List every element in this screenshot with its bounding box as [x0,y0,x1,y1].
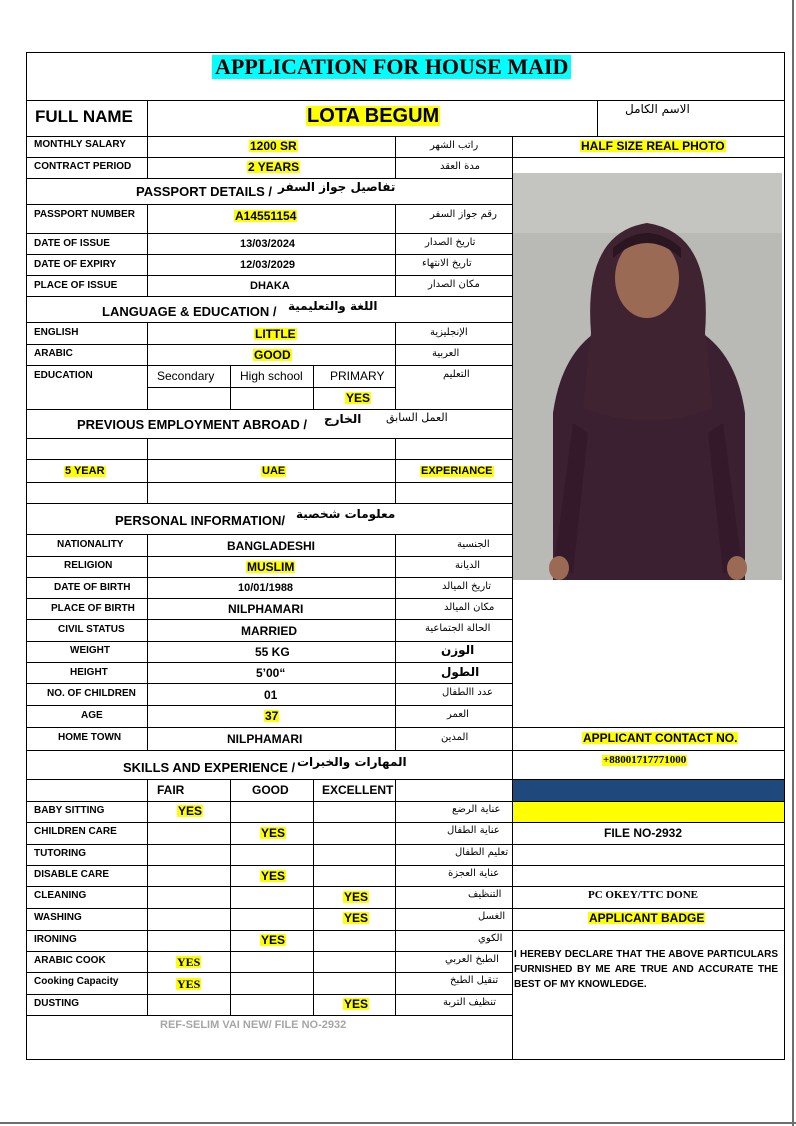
employment-years: 5 YEAR [65,465,105,477]
arabic-value: GOOD [254,348,291,362]
personal-value-5: 55 KG [255,645,290,659]
education-label-ar: التعليم [443,369,470,380]
english-label: ENGLISH [34,327,79,338]
skill-label-ar-4: التنظيف [468,889,502,900]
personal-label-2: DATE OF BIRTH [54,582,131,593]
arabic-label: ARABIC [34,348,73,359]
employment-heading-ar1: الخارج [324,412,362,426]
skill-label-ar-7: الطبخ العربي [445,954,499,965]
issue-place-value: DHAKA [250,280,290,292]
full-name-label: FULL NAME [35,107,133,126]
contact-label: APPLICANT CONTACT NO. [583,731,738,745]
personal-label-ar-1: الديانة [455,560,481,571]
expiry-date-label-ar: تاريخ الانتهاء [422,258,472,269]
contract-period-value: 2 YEARS [248,160,300,174]
personal-label-8: AGE [81,710,103,721]
form-title: APPLICATION FOR HOUSE MAID [212,55,571,79]
declaration-text: I HEREBY DECLARE THAT THE ABOVE PARTICULARS FURNISHED BY ME ARE TRUE AND ACCURATE THE BEST OF MY KNOWLEDGE. [514,949,778,990]
personal-value-2: 10/01/1988 [238,582,294,594]
skill-label-6: IRONING [34,934,77,945]
skill-level-fair: FAIR [157,783,185,797]
monthly-salary-label: MONTHLY SALARY [34,139,126,150]
skill-mark-1: YES [261,826,286,840]
personal-value-3: NILPHAMARI [228,602,304,616]
employment-status: EXPERIANCE [421,465,493,477]
expiry-date-value: 12/03/2029 [240,259,296,271]
passport-heading: PASSPORT DETAILS / [136,184,273,199]
skill-label-ar-8: تنقيل الطبخ [450,975,499,986]
issue-place-label-ar: مكان الصدار [428,279,480,290]
skill-mark-5: YES [344,911,369,925]
person-portrait-icon [513,173,782,580]
skills-heading: SKILLS AND EXPERIENCE / [123,760,296,775]
personal-label-9: HOME TOWN [58,732,122,743]
contract-period-label: CONTRACT PERIOD [34,161,132,172]
personal-value-4: MARRIED [241,624,297,638]
personal-label-ar-8: العمر [447,709,469,720]
expiry-date-label: DATE OF EXPIRY [34,259,117,270]
skill-mark-9: YES [344,997,369,1011]
personal-label-ar-9: المدين [441,732,469,743]
personal-value-1: MUSLIM [247,560,295,574]
personal-value-6: 5’00“ [256,666,286,680]
personal-heading-ar: معلومات شخصية [296,507,396,521]
pc-status: PC OKEY/TTC DONE [588,889,699,901]
passport-number-label: PASSPORT NUMBER [34,209,135,220]
personal-label-ar-6: الطول [441,665,480,679]
skill-label-2: TUTORING [34,848,87,859]
skill-level-good: GOOD [252,783,289,797]
skill-label-ar-9: تنظيف التربة [443,997,497,1008]
issue-date-value: 13/03/2024 [240,238,296,250]
skill-label-4: CLEANING [34,890,87,901]
applicant-photo [513,173,782,580]
skill-mark-0: YES [178,804,203,818]
skill-label-3: DISABLE CARE [34,869,110,880]
skill-label-ar-2: تعليم الطفال [455,847,509,858]
personal-label-ar-2: تاريخ الميالد [442,581,492,592]
skill-label-1: CHILDREN CARE [34,826,117,837]
monthly-salary-value: 1200 SR [250,139,297,153]
file-number: FILE NO-2932 [604,826,683,840]
applicant-badge: APPLICANT BADGE [589,911,705,925]
personal-label-1: RELIGION [64,560,113,571]
personal-label-ar-7: عدد االطفال [442,687,494,698]
full-name-value: LOTA BEGUM [307,105,440,127]
skill-mark-4: YES [344,890,369,904]
employment-heading-ar2: العمل السابق [386,411,448,424]
personal-label-ar-5: الوزن [441,643,475,657]
passport-number-value: A14551154 [235,209,297,223]
english-label-ar: الإنجليزية [430,327,468,338]
contact-number: +88001717771000 [603,754,687,766]
skill-label-0: BABY SITTING [34,805,105,816]
personal-label-ar-4: الحالة الجتماعية [425,623,491,634]
personal-value-8: 37 [265,709,279,723]
skill-label-ar-1: عناية الطفال [447,825,500,836]
skill-label-ar-5: الغسل [478,911,506,922]
skill-mark-6: YES [261,933,286,947]
education-high-school: High school [240,369,303,383]
language-heading-ar: اللغة والتعليمية [288,299,378,313]
contract-period-label-ar: مدة العقد [440,161,480,172]
skill-label-5: WASHING [34,912,82,923]
personal-label-6: HEIGHT [70,667,108,678]
skill-label-ar-6: الكوي [478,933,503,944]
education-primary-value: YES [346,391,371,405]
skill-label-ar-3: عناية العجزة [448,868,500,879]
reference-text: REF-SELIM VAI NEW/ FILE NO-2932 [160,1019,347,1031]
personal-heading: PERSONAL INFORMATION/ [115,513,285,528]
full-name-label-ar: الاسم الكامل [625,102,690,116]
monthly-salary-label-ar: راتب الشهر [430,140,479,151]
personal-value-0: BANGLADESHI [227,539,316,553]
personal-label-7: NO. OF CHILDREN [47,688,136,699]
yellow-bar [513,802,784,822]
skill-label-ar-0: عناية الرضع [452,804,501,815]
skill-level-excellent: EXCELLENT [322,783,394,797]
navy-bar [513,780,784,801]
personal-label-3: PLACE OF BIRTH [51,603,135,614]
employment-country: UAE [262,465,286,477]
employment-heading: PREVIOUS EMPLOYMENT ABROAD / [77,417,307,432]
education-secondary: Secondary [157,369,215,383]
personal-value-7: 01 [264,688,278,702]
skill-mark-8: YES [177,977,201,991]
personal-label-ar-0: الجنسية [457,539,490,550]
skill-label-8: Cooking Capacity [34,976,119,987]
education-primary: PRIMARY [330,369,385,383]
skill-mark-3: YES [261,869,286,883]
language-heading: LANGUAGE & EDUCATION / [102,304,277,319]
english-value: LITTLE [255,327,296,341]
issue-date-label: DATE OF ISSUE [34,238,110,249]
issue-place-label: PLACE OF ISSUE [34,280,118,291]
skill-label-9: DUSTING [34,998,79,1009]
photo-caption: HALF SIZE REAL PHOTO [581,139,725,153]
skills-heading-ar: المهارات والخبرات [297,755,407,769]
education-label: EDUCATION [34,370,93,381]
personal-label-4: CIVIL STATUS [58,624,125,635]
arabic-label-ar: العربية [432,348,460,359]
skill-label-7: ARABIC COOK [34,955,106,966]
passport-heading-ar: تفاصيل جواز السفر [278,180,396,194]
skill-mark-7: YES [177,955,201,969]
issue-date-label-ar: تاريخ الصدار [425,237,476,248]
passport-number-label-ar: رقم جواز السفر [430,209,497,220]
personal-label-0: NATIONALITY [57,539,124,550]
personal-label-5: WEIGHT [70,645,110,656]
personal-value-9: NILPHAMARI [227,732,303,746]
personal-label-ar-3: مكان الميالد [444,602,495,613]
